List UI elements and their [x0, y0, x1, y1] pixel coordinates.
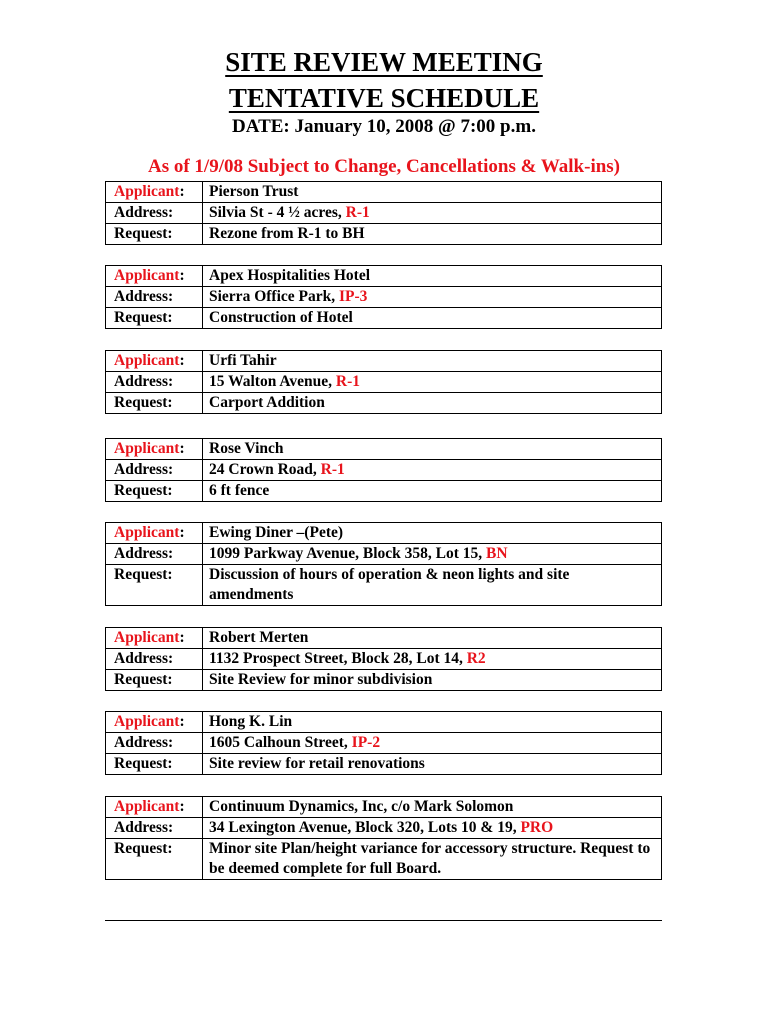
applicant-row — [106, 628, 662, 649]
request-label: Request: — [106, 481, 203, 502]
address-label: Address: — [106, 287, 203, 308]
address-label: Address: — [106, 460, 203, 481]
request-value: Discussion of hours of operation & neon lights and site amendments — [203, 565, 662, 606]
applicant-row — [106, 712, 662, 733]
request-row — [106, 393, 662, 414]
request-label: Request: — [106, 224, 203, 245]
applicant-label: Applicant: — [106, 182, 203, 203]
document-title-line1: SITE REVIEW MEETING — [225, 47, 543, 77]
applicant-row — [106, 439, 662, 460]
meeting-date: DATE: January 10, 2008 @ 7:00 p.m. — [232, 116, 536, 137]
address-row — [106, 544, 662, 565]
address-row — [106, 372, 662, 393]
applicant-entry — [105, 522, 662, 606]
applicant-row — [106, 523, 662, 544]
request-value: Carport Addition — [203, 393, 662, 414]
applicant-row — [106, 351, 662, 372]
applicant-name: Ewing Diner –(Pete) — [203, 523, 662, 544]
address-label: Address: — [106, 372, 203, 393]
applicant-name: Continuum Dynamics, Inc, c/o Mark Solomon — [203, 797, 662, 818]
address-row — [106, 203, 662, 224]
applicant-name: Rose Vinch — [203, 439, 662, 460]
footer-rule — [105, 920, 662, 921]
address-value: 34 Lexington Avenue, Block 320, Lots 10 & 19, PRO — [203, 818, 662, 839]
request-label: Request: — [106, 670, 203, 691]
request-row — [106, 670, 662, 691]
address-value: Sierra Office Park, IP-3 — [203, 287, 662, 308]
applicant-entry — [105, 265, 662, 329]
zone-code: R-1 — [345, 204, 370, 221]
address-row — [106, 287, 662, 308]
request-value: Rezone from R-1 to BH — [203, 224, 662, 245]
zone-code: IP-2 — [351, 734, 381, 751]
zone-code: PRO — [520, 819, 554, 836]
address-label: Address: — [106, 544, 203, 565]
request-label: Request: — [106, 308, 203, 329]
applicant-entry — [105, 181, 662, 245]
request-value: 6 ft fence — [203, 481, 662, 502]
applicant-entry — [105, 627, 662, 691]
request-value: Minor site Plan/height variance for accessory structure. Request to be deemed complete for full Board. — [203, 839, 662, 880]
document-title-line2: TENTATIVE SCHEDULE — [228, 83, 540, 113]
address-value: 1099 Parkway Avenue, Block 358, Lot 15, BN — [203, 544, 662, 565]
zone-code: R-1 — [320, 461, 345, 478]
request-label: Request: — [106, 754, 203, 775]
request-value: Site review for retail renovations — [203, 754, 662, 775]
applicant-name: Pierson Trust — [203, 182, 662, 203]
address-value: Silvia St - 4 ½ acres, R-1 — [203, 203, 662, 224]
applicant-name: Hong K. Lin — [203, 712, 662, 733]
request-label: Request: — [106, 393, 203, 414]
applicant-row — [106, 797, 662, 818]
applicant-label: Applicant: — [106, 712, 203, 733]
request-label: Request: — [106, 839, 203, 880]
address-label: Address: — [106, 649, 203, 670]
applicant-entry — [105, 796, 662, 880]
applicant-label: Applicant: — [106, 628, 203, 649]
address-value: 15 Walton Avenue, R-1 — [203, 372, 662, 393]
applicant-label: Applicant: — [106, 439, 203, 460]
request-value: Construction of Hotel — [203, 308, 662, 329]
schedule-notice: As of 1/9/08 Subject to Change, Cancellations & Walk-ins) — [147, 156, 621, 177]
applicant-entry — [105, 711, 662, 775]
applicant-name: Urfi Tahir — [203, 351, 662, 372]
address-value: 24 Crown Road, R-1 — [203, 460, 662, 481]
address-row — [106, 649, 662, 670]
applicant-name: Apex Hospitalities Hotel — [203, 266, 662, 287]
address-value: 1132 Prospect Street, Block 28, Lot 14, R2 — [203, 649, 662, 670]
zone-code: R2 — [466, 650, 486, 667]
request-label: Request: — [106, 565, 203, 606]
request-row — [106, 754, 662, 775]
zone-code: BN — [486, 545, 508, 562]
address-label: Address: — [106, 203, 203, 224]
applicant-label: Applicant: — [106, 797, 203, 818]
applicant-label: Applicant: — [106, 351, 203, 372]
address-value: 1605 Calhoun Street, IP-2 — [203, 733, 662, 754]
address-row — [106, 460, 662, 481]
address-row — [106, 818, 662, 839]
applicant-label: Applicant: — [106, 523, 203, 544]
zone-code: IP-3 — [338, 288, 368, 305]
request-row — [106, 224, 662, 245]
zone-code: R-1 — [335, 373, 361, 390]
applicant-entry — [105, 438, 662, 502]
address-label: Address: — [106, 818, 203, 839]
address-row — [106, 733, 662, 754]
applicant-label: Applicant: — [106, 266, 203, 287]
applicant-name: Robert Merten — [203, 628, 662, 649]
request-row — [106, 481, 662, 502]
request-row — [106, 839, 662, 880]
request-row — [106, 308, 662, 329]
request-value: Site Review for minor subdivision — [203, 670, 662, 691]
address-label: Address: — [106, 733, 203, 754]
request-row — [106, 565, 662, 606]
applicant-entry — [105, 350, 662, 414]
applicant-row — [106, 266, 662, 287]
applicant-row — [106, 182, 662, 203]
